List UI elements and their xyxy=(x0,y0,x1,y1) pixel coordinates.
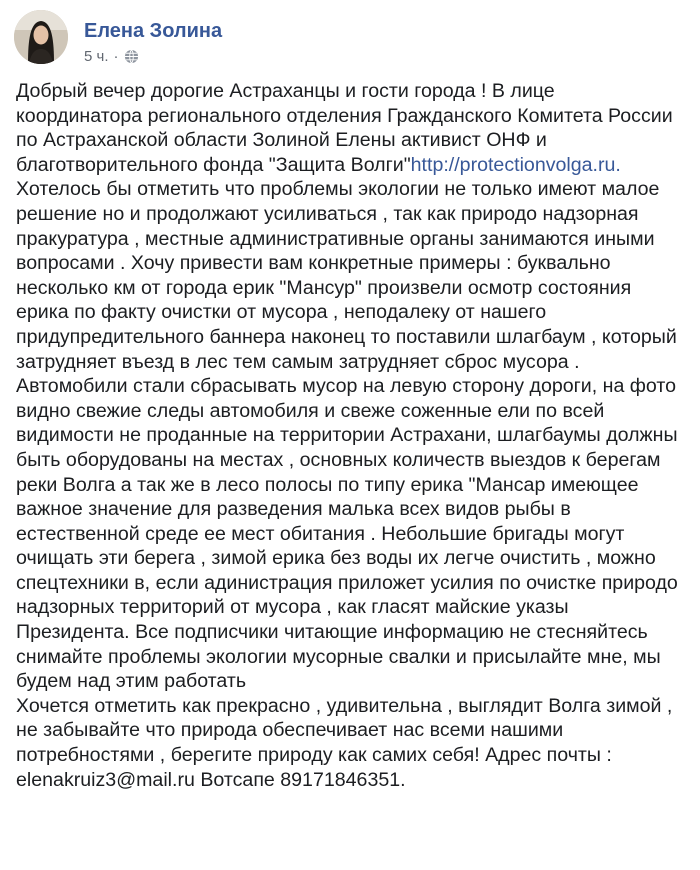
post-text-line: снимайте проблемы экологии мусорные свалки и присылайте мне, мы xyxy=(16,645,661,668)
post-timestamp[interactable]: 5 ч. xyxy=(84,48,109,65)
post-body xyxy=(16,79,692,792)
post-text-line: ерика по факту очистки от мусора , неподалеку от нашего xyxy=(16,301,547,324)
post-text-line: спецтехники в, если адинистрация приложет усилия по очистке природо xyxy=(16,571,678,594)
post-text-line xyxy=(16,153,692,178)
post-text-line: затрудняет въезд в лес тем самым затрудняет сброс мусора . xyxy=(16,350,580,373)
post-text-line: быть оборудованы на местах , основных количеств выездов к берегам xyxy=(16,448,661,471)
post-text-line: видимости не проданные на территории Астрахани, шлагбаумы должны xyxy=(16,424,678,447)
post-text-line: решение но и продолжают усиливаться , так как природо надзорная xyxy=(16,202,639,225)
post-text-line: elenakruiz3@mail.ru Вотсапе 89171846351. xyxy=(16,768,406,791)
post-text-line: очищать эти берега , зимой ерика без воды их легче очистить , можно xyxy=(16,547,656,570)
post-text-line: Хотелось бы отметить что проблемы экологии не только имеют малое xyxy=(16,178,660,201)
post-text-line: Добрый вечер дорогие Астраханцы и гости города ! В лице xyxy=(16,80,555,102)
meta-separator: · xyxy=(113,48,119,65)
post-text-segment: благотворительного фонда "Защита Волги" xyxy=(16,153,411,176)
post-text-line: вопросами . Хочу привести вам конкретные примеры : буквально xyxy=(16,252,611,275)
post-text-line: важное значение для разведения малька всех видов рыбы в xyxy=(16,498,571,521)
post-text-line: видно свежие следы автомобиля и свеже соженные ели по всей xyxy=(16,399,605,422)
post-text-line: Хочется отметить как прекрасно , удивительна , выглядит Волга зимой , xyxy=(16,694,673,717)
post-text-line: координатора регионального отделения Гражданского Комитета России xyxy=(16,104,673,127)
post-text-line: потребностями , берегите природу как самих себя! Адрес почты : xyxy=(16,744,612,767)
post-text-line: Президента. Все подписчики читающие информацию не стесняйтесь xyxy=(16,621,648,644)
post-text-line: будем над этим работать xyxy=(16,670,247,693)
protectionvolga-link[interactable]: http://protectionvolga.ru. xyxy=(410,153,621,176)
post-text-line: естественной среде ее мест обитания . Небольшие бригады могут xyxy=(16,522,625,545)
post-text-line: Автомобили стали сбрасывать мусор на левую сторону дороги, на фото xyxy=(16,375,677,398)
post-text-line: по Астраханской области Золиной Елены активист ОНФ и xyxy=(16,129,547,152)
post-text-line: не забывайте что природа обеспечивает нас всеми нашими xyxy=(16,719,564,742)
avatar-photo-icon xyxy=(14,10,68,64)
post-text-line: реки Волга а так же в лесо полосы по типу ерика "Мансар имеющее xyxy=(16,473,639,496)
post-author-name[interactable]: Елена Золина xyxy=(84,20,223,42)
avatar[interactable] xyxy=(14,10,68,64)
post-text-line: придупредительного баннера наконец то поставили шлагбаум , который xyxy=(16,325,677,348)
post-text-line: несколько км от города ерик "Мансур" произвели осмотр состояния xyxy=(16,276,632,299)
post-text-line: надзорных территорий от мусора , как гласят майские указы xyxy=(16,596,569,619)
post-meta xyxy=(84,48,139,65)
globe-icon[interactable] xyxy=(124,49,139,64)
post-text-line: пракуратура , местные административные органы занимаются иными xyxy=(16,227,655,250)
